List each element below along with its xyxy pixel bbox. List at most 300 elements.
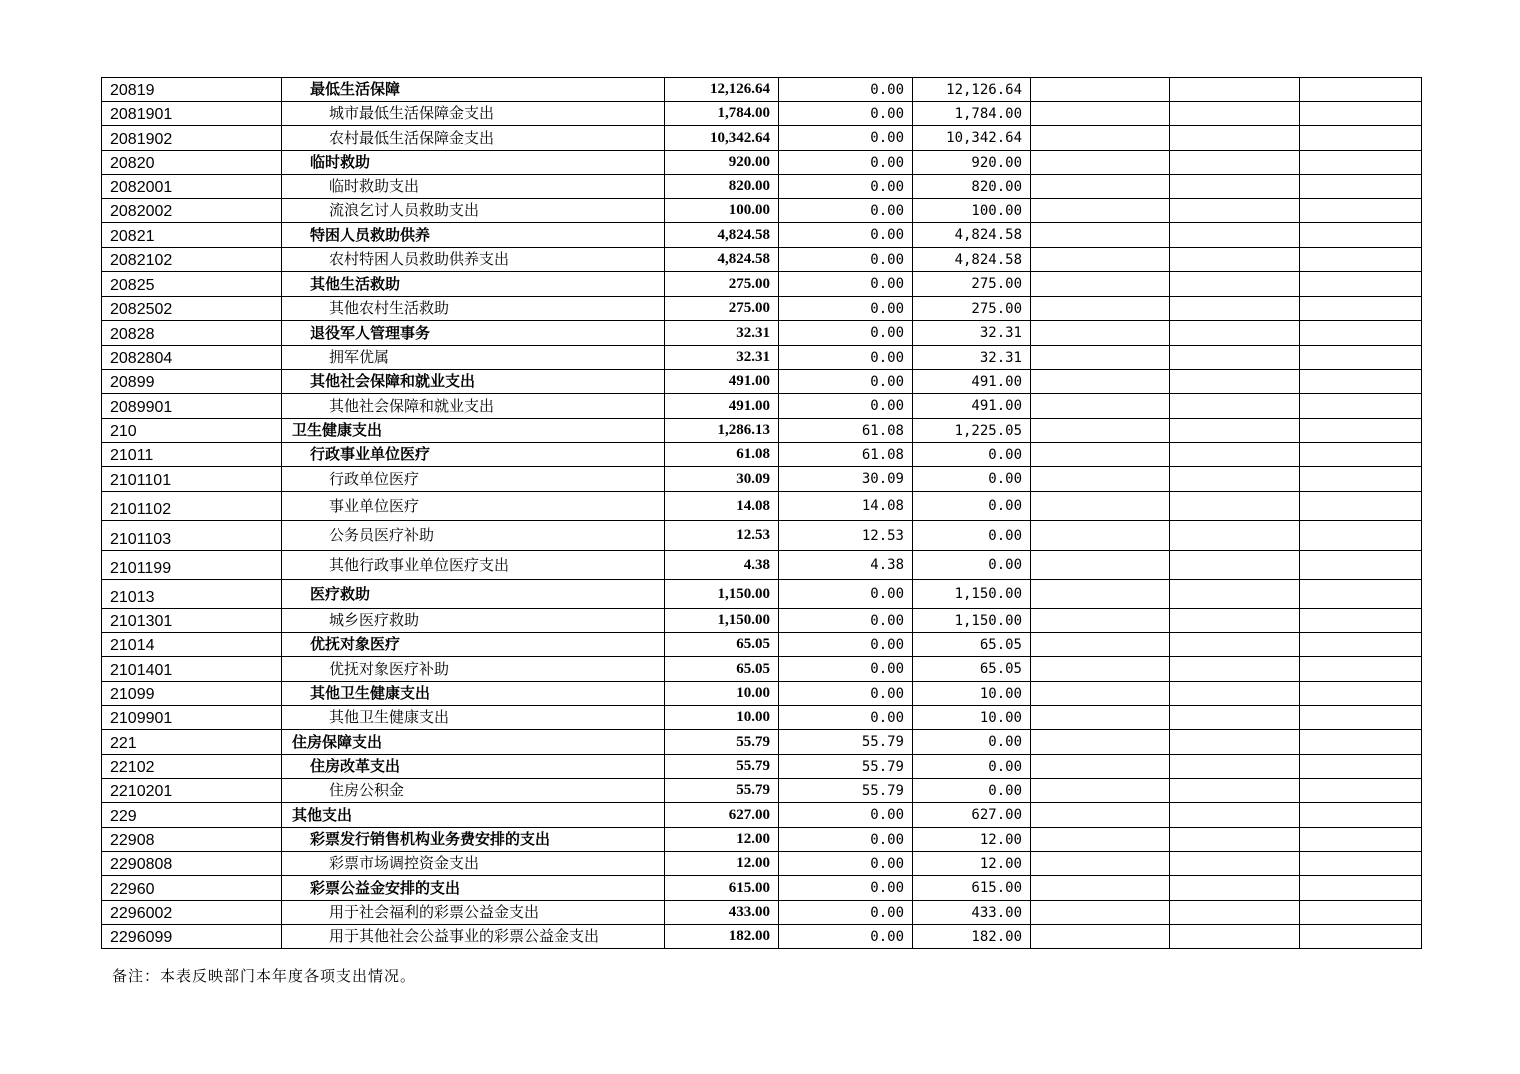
subject-code-cell: 2101101 <box>102 467 282 492</box>
total-amount-cell: 275.00 <box>665 297 779 321</box>
empty-cell <box>1300 682 1422 706</box>
total-amount-cell: 1,286.13 <box>665 419 779 443</box>
subject-name-cell: 行政事业单位医疗 <box>282 443 665 467</box>
table-row <box>102 175 1422 199</box>
subject-name-cell: 农村特困人员救助供养支出 <box>282 248 665 272</box>
table-row <box>102 633 1422 657</box>
subject-code-cell: 20899 <box>102 370 282 394</box>
empty-cell <box>1031 852 1170 876</box>
table-row <box>102 925 1422 949</box>
basic-expenditure-cell: 14.08 <box>779 492 913 521</box>
empty-cell <box>1170 551 1300 580</box>
empty-cell <box>1170 467 1300 492</box>
empty-cell <box>1031 828 1170 852</box>
basic-expenditure-cell: 0.00 <box>779 633 913 657</box>
total-amount-cell: 12.00 <box>665 852 779 876</box>
empty-cell <box>1170 151 1300 175</box>
subject-name-cell: 优抚对象医疗补助 <box>282 657 665 682</box>
empty-cell <box>1170 730 1300 755</box>
empty-cell <box>1170 443 1300 467</box>
empty-cell <box>1300 492 1422 521</box>
table-row <box>102 609 1422 633</box>
project-expenditure-cell: 100.00 <box>913 199 1031 223</box>
table-row <box>102 657 1422 682</box>
table-row <box>102 419 1422 443</box>
basic-expenditure-cell: 0.00 <box>779 78 913 102</box>
empty-cell <box>1170 609 1300 633</box>
total-amount-cell: 14.08 <box>665 492 779 521</box>
empty-cell <box>1031 78 1170 102</box>
total-amount-cell: 55.79 <box>665 755 779 779</box>
subject-code-cell: 2082102 <box>102 248 282 272</box>
subject-code-cell: 2101401 <box>102 657 282 682</box>
empty-cell <box>1170 657 1300 682</box>
total-amount-cell: 55.79 <box>665 730 779 755</box>
subject-name-cell: 其他社会保障和就业支出 <box>282 394 665 419</box>
basic-expenditure-cell: 0.00 <box>779 321 913 346</box>
empty-cell <box>1300 876 1422 901</box>
empty-cell <box>1031 779 1170 803</box>
basic-expenditure-cell: 0.00 <box>779 151 913 175</box>
empty-cell <box>1031 272 1170 297</box>
total-amount-cell: 10.00 <box>665 682 779 706</box>
total-amount-cell: 491.00 <box>665 370 779 394</box>
empty-cell <box>1300 297 1422 321</box>
subject-code-cell: 221 <box>102 730 282 755</box>
subject-name-cell: 其他支出 <box>282 803 665 828</box>
basic-expenditure-cell: 0.00 <box>779 175 913 199</box>
empty-cell <box>1031 151 1170 175</box>
empty-cell <box>1170 682 1300 706</box>
project-expenditure-cell: 0.00 <box>913 443 1031 467</box>
subject-name-cell: 彩票发行销售机构业务费安排的支出 <box>282 828 665 852</box>
empty-cell <box>1170 492 1300 521</box>
project-expenditure-cell: 491.00 <box>913 370 1031 394</box>
total-amount-cell: 4.38 <box>665 551 779 580</box>
empty-cell <box>1300 223 1422 248</box>
project-expenditure-cell: 65.05 <box>913 657 1031 682</box>
project-expenditure-cell: 491.00 <box>913 394 1031 419</box>
empty-cell <box>1300 657 1422 682</box>
subject-name-cell: 城乡医疗救助 <box>282 609 665 633</box>
project-expenditure-cell: 275.00 <box>913 297 1031 321</box>
project-expenditure-cell: 10,342.64 <box>913 126 1031 151</box>
empty-cell <box>1170 78 1300 102</box>
empty-cell <box>1031 925 1170 949</box>
subject-code-cell: 210 <box>102 419 282 443</box>
subject-name-cell: 城市最低生活保障金支出 <box>282 102 665 126</box>
subject-name-cell: 其他行政事业单位医疗支出 <box>282 551 665 580</box>
empty-cell <box>1031 102 1170 126</box>
empty-cell <box>1300 467 1422 492</box>
table-row <box>102 248 1422 272</box>
project-expenditure-cell: 4,824.58 <box>913 223 1031 248</box>
expenditure-table <box>101 77 1422 949</box>
empty-cell <box>1170 321 1300 346</box>
empty-cell <box>1031 580 1170 609</box>
project-expenditure-cell: 615.00 <box>913 876 1031 901</box>
basic-expenditure-cell: 55.79 <box>779 755 913 779</box>
empty-cell <box>1031 126 1170 151</box>
project-expenditure-cell: 0.00 <box>913 551 1031 580</box>
table-row <box>102 580 1422 609</box>
empty-cell <box>1300 852 1422 876</box>
project-expenditure-cell: 275.00 <box>913 272 1031 297</box>
empty-cell <box>1031 803 1170 828</box>
empty-cell <box>1031 199 1170 223</box>
empty-cell <box>1031 467 1170 492</box>
empty-cell <box>1170 419 1300 443</box>
empty-cell <box>1300 346 1422 370</box>
empty-cell <box>1031 609 1170 633</box>
total-amount-cell: 32.31 <box>665 321 779 346</box>
empty-cell <box>1170 828 1300 852</box>
empty-cell <box>1170 803 1300 828</box>
table-row <box>102 706 1422 730</box>
basic-expenditure-cell: 0.00 <box>779 852 913 876</box>
basic-expenditure-cell: 55.79 <box>779 730 913 755</box>
subject-code-cell: 2109901 <box>102 706 282 730</box>
basic-expenditure-cell: 0.00 <box>779 297 913 321</box>
table-row <box>102 755 1422 779</box>
empty-cell <box>1300 925 1422 949</box>
total-amount-cell: 820.00 <box>665 175 779 199</box>
total-amount-cell: 920.00 <box>665 151 779 175</box>
total-amount-cell: 10,342.64 <box>665 126 779 151</box>
subject-name-cell: 其他卫生健康支出 <box>282 682 665 706</box>
basic-expenditure-cell: 0.00 <box>779 102 913 126</box>
subject-name-cell: 事业单位医疗 <box>282 492 665 521</box>
empty-cell <box>1031 755 1170 779</box>
table-row <box>102 779 1422 803</box>
empty-cell <box>1300 633 1422 657</box>
project-expenditure-cell: 0.00 <box>913 521 1031 551</box>
table-row <box>102 467 1422 492</box>
project-expenditure-cell: 4,824.58 <box>913 248 1031 272</box>
subject-name-cell: 彩票市场调控资金支出 <box>282 852 665 876</box>
subject-name-cell: 其他生活救助 <box>282 272 665 297</box>
empty-cell <box>1031 370 1170 394</box>
basic-expenditure-cell: 0.00 <box>779 370 913 394</box>
project-expenditure-cell: 0.00 <box>913 779 1031 803</box>
empty-cell <box>1170 706 1300 730</box>
subject-name-cell: 临时救助支出 <box>282 175 665 199</box>
subject-name-cell: 优抚对象医疗 <box>282 633 665 657</box>
empty-cell <box>1170 248 1300 272</box>
project-expenditure-cell: 65.05 <box>913 633 1031 657</box>
project-expenditure-cell: 32.31 <box>913 346 1031 370</box>
subject-code-cell: 229 <box>102 803 282 828</box>
subject-code-cell: 20819 <box>102 78 282 102</box>
total-amount-cell: 4,824.58 <box>665 223 779 248</box>
empty-cell <box>1170 346 1300 370</box>
subject-name-cell: 卫生健康支出 <box>282 419 665 443</box>
empty-cell <box>1300 199 1422 223</box>
basic-expenditure-cell: 0.00 <box>779 925 913 949</box>
empty-cell <box>1031 682 1170 706</box>
basic-expenditure-cell: 0.00 <box>779 682 913 706</box>
empty-cell <box>1300 779 1422 803</box>
total-amount-cell: 1,784.00 <box>665 102 779 126</box>
table-row <box>102 901 1422 925</box>
empty-cell <box>1031 657 1170 682</box>
basic-expenditure-cell: 0.00 <box>779 803 913 828</box>
subject-name-cell: 用于其他社会公益事业的彩票公益金支出 <box>282 925 665 949</box>
project-expenditure-cell: 1,150.00 <box>913 580 1031 609</box>
subject-code-cell: 22960 <box>102 876 282 901</box>
total-amount-cell: 32.31 <box>665 346 779 370</box>
project-expenditure-cell: 12.00 <box>913 852 1031 876</box>
subject-code-cell: 2101199 <box>102 551 282 580</box>
empty-cell <box>1170 755 1300 779</box>
basic-expenditure-cell: 4.38 <box>779 551 913 580</box>
empty-cell <box>1170 126 1300 151</box>
total-amount-cell: 55.79 <box>665 779 779 803</box>
subject-code-cell: 2101102 <box>102 492 282 521</box>
total-amount-cell: 275.00 <box>665 272 779 297</box>
empty-cell <box>1300 580 1422 609</box>
project-expenditure-cell: 1,225.05 <box>913 419 1031 443</box>
empty-cell <box>1031 175 1170 199</box>
empty-cell <box>1170 297 1300 321</box>
basic-expenditure-cell: 0.00 <box>779 248 913 272</box>
subject-code-cell: 21013 <box>102 580 282 609</box>
table-row <box>102 852 1422 876</box>
empty-cell <box>1300 78 1422 102</box>
empty-cell <box>1170 223 1300 248</box>
empty-cell <box>1031 730 1170 755</box>
empty-cell <box>1170 199 1300 223</box>
empty-cell <box>1300 521 1422 551</box>
table-row <box>102 394 1422 419</box>
empty-cell <box>1031 346 1170 370</box>
empty-cell <box>1300 126 1422 151</box>
table-footnote: 备注：本表反映部门本年度各项支出情况。 <box>112 967 417 985</box>
subject-code-cell: 20825 <box>102 272 282 297</box>
table-row <box>102 151 1422 175</box>
basic-expenditure-cell: 0.00 <box>779 272 913 297</box>
total-amount-cell: 65.05 <box>665 633 779 657</box>
empty-cell <box>1300 321 1422 346</box>
empty-cell <box>1031 321 1170 346</box>
subject-name-cell: 拥军优属 <box>282 346 665 370</box>
subject-name-cell: 退役军人管理事务 <box>282 321 665 346</box>
subject-code-cell: 2101103 <box>102 521 282 551</box>
subject-name-cell: 最低生活保障 <box>282 78 665 102</box>
empty-cell <box>1031 223 1170 248</box>
empty-cell <box>1300 151 1422 175</box>
empty-cell <box>1170 521 1300 551</box>
empty-cell <box>1170 272 1300 297</box>
table-row <box>102 223 1422 248</box>
subject-name-cell: 农村最低生活保障金支出 <box>282 126 665 151</box>
subject-name-cell: 住房改革支出 <box>282 755 665 779</box>
empty-cell <box>1170 925 1300 949</box>
subject-name-cell: 其他卫生健康支出 <box>282 706 665 730</box>
subject-code-cell: 2290808 <box>102 852 282 876</box>
empty-cell <box>1300 175 1422 199</box>
basic-expenditure-cell: 55.79 <box>779 779 913 803</box>
empty-cell <box>1031 248 1170 272</box>
table-row <box>102 321 1422 346</box>
empty-cell <box>1300 102 1422 126</box>
subject-name-cell: 流浪乞讨人员救助支出 <box>282 199 665 223</box>
total-amount-cell: 4,824.58 <box>665 248 779 272</box>
total-amount-cell: 627.00 <box>665 803 779 828</box>
basic-expenditure-cell: 0.00 <box>779 876 913 901</box>
subject-name-cell: 其他农村生活救助 <box>282 297 665 321</box>
empty-cell <box>1300 551 1422 580</box>
subject-code-cell: 2210201 <box>102 779 282 803</box>
subject-code-cell: 2082804 <box>102 346 282 370</box>
basic-expenditure-cell: 0.00 <box>779 346 913 370</box>
table-row <box>102 803 1422 828</box>
subject-code-cell: 21011 <box>102 443 282 467</box>
empty-cell <box>1300 901 1422 925</box>
subject-name-cell: 其他社会保障和就业支出 <box>282 370 665 394</box>
table-row <box>102 297 1422 321</box>
basic-expenditure-cell: 61.08 <box>779 419 913 443</box>
basic-expenditure-cell: 0.00 <box>779 828 913 852</box>
subject-code-cell: 2101301 <box>102 609 282 633</box>
empty-cell <box>1300 609 1422 633</box>
total-amount-cell: 433.00 <box>665 901 779 925</box>
empty-cell <box>1170 175 1300 199</box>
table-row <box>102 521 1422 551</box>
basic-expenditure-cell: 0.00 <box>779 126 913 151</box>
empty-cell <box>1300 394 1422 419</box>
empty-cell <box>1300 272 1422 297</box>
subject-code-cell: 21014 <box>102 633 282 657</box>
total-amount-cell: 615.00 <box>665 876 779 901</box>
project-expenditure-cell: 10.00 <box>913 706 1031 730</box>
empty-cell <box>1300 828 1422 852</box>
empty-cell <box>1031 521 1170 551</box>
subject-code-cell: 21099 <box>102 682 282 706</box>
basic-expenditure-cell: 12.53 <box>779 521 913 551</box>
subject-code-cell: 2082002 <box>102 199 282 223</box>
project-expenditure-cell: 12,126.64 <box>913 78 1031 102</box>
total-amount-cell: 10.00 <box>665 706 779 730</box>
empty-cell <box>1300 248 1422 272</box>
empty-cell <box>1170 876 1300 901</box>
subject-name-cell: 临时救助 <box>282 151 665 175</box>
total-amount-cell: 65.05 <box>665 657 779 682</box>
subject-name-cell: 医疗救助 <box>282 580 665 609</box>
basic-expenditure-cell: 0.00 <box>779 657 913 682</box>
basic-expenditure-cell: 30.09 <box>779 467 913 492</box>
empty-cell <box>1031 876 1170 901</box>
total-amount-cell: 1,150.00 <box>665 580 779 609</box>
empty-cell <box>1031 492 1170 521</box>
project-expenditure-cell: 920.00 <box>913 151 1031 175</box>
basic-expenditure-cell: 0.00 <box>779 580 913 609</box>
empty-cell <box>1170 852 1300 876</box>
empty-cell <box>1300 443 1422 467</box>
project-expenditure-cell: 820.00 <box>913 175 1031 199</box>
project-expenditure-cell: 1,150.00 <box>913 609 1031 633</box>
table-row <box>102 78 1422 102</box>
total-amount-cell: 100.00 <box>665 199 779 223</box>
subject-name-cell: 行政单位医疗 <box>282 467 665 492</box>
subject-code-cell: 20820 <box>102 151 282 175</box>
table-row <box>102 102 1422 126</box>
table-row <box>102 682 1422 706</box>
empty-cell <box>1300 803 1422 828</box>
subject-name-cell: 用于社会福利的彩票公益金支出 <box>282 901 665 925</box>
empty-cell <box>1031 706 1170 730</box>
empty-cell <box>1031 901 1170 925</box>
empty-cell <box>1031 394 1170 419</box>
empty-cell <box>1300 730 1422 755</box>
empty-cell <box>1031 551 1170 580</box>
total-amount-cell: 12.00 <box>665 828 779 852</box>
table-row <box>102 730 1422 755</box>
subject-code-cell: 22102 <box>102 755 282 779</box>
total-amount-cell: 182.00 <box>665 925 779 949</box>
basic-expenditure-cell: 0.00 <box>779 223 913 248</box>
table-row <box>102 199 1422 223</box>
project-expenditure-cell: 12.00 <box>913 828 1031 852</box>
empty-cell <box>1170 394 1300 419</box>
table-row <box>102 370 1422 394</box>
empty-cell <box>1170 901 1300 925</box>
project-expenditure-cell: 0.00 <box>913 755 1031 779</box>
empty-cell <box>1300 706 1422 730</box>
empty-cell <box>1170 633 1300 657</box>
total-amount-cell: 1,150.00 <box>665 609 779 633</box>
subject-code-cell: 20828 <box>102 321 282 346</box>
total-amount-cell: 491.00 <box>665 394 779 419</box>
basic-expenditure-cell: 0.00 <box>779 706 913 730</box>
subject-code-cell: 2081901 <box>102 102 282 126</box>
subject-name-cell: 公务员医疗补助 <box>282 521 665 551</box>
empty-cell <box>1170 779 1300 803</box>
basic-expenditure-cell: 61.08 <box>779 443 913 467</box>
table-row <box>102 492 1422 521</box>
total-amount-cell: 12.53 <box>665 521 779 551</box>
empty-cell <box>1170 370 1300 394</box>
project-expenditure-cell: 32.31 <box>913 321 1031 346</box>
total-amount-cell: 30.09 <box>665 467 779 492</box>
empty-cell <box>1170 102 1300 126</box>
subject-name-cell: 彩票公益金安排的支出 <box>282 876 665 901</box>
empty-cell <box>1170 580 1300 609</box>
project-expenditure-cell: 627.00 <box>913 803 1031 828</box>
empty-cell <box>1300 419 1422 443</box>
project-expenditure-cell: 0.00 <box>913 730 1031 755</box>
subject-name-cell: 住房保障支出 <box>282 730 665 755</box>
project-expenditure-cell: 0.00 <box>913 492 1031 521</box>
empty-cell <box>1031 419 1170 443</box>
project-expenditure-cell: 433.00 <box>913 901 1031 925</box>
empty-cell <box>1300 755 1422 779</box>
basic-expenditure-cell: 0.00 <box>779 199 913 223</box>
subject-code-cell: 2296002 <box>102 901 282 925</box>
project-expenditure-cell: 1,784.00 <box>913 102 1031 126</box>
table-row <box>102 126 1422 151</box>
basic-expenditure-cell: 0.00 <box>779 901 913 925</box>
empty-cell <box>1031 633 1170 657</box>
table-row <box>102 551 1422 580</box>
subject-code-cell: 2081902 <box>102 126 282 151</box>
subject-code-cell: 2296099 <box>102 925 282 949</box>
table-row <box>102 272 1422 297</box>
subject-name-cell: 特困人员救助供养 <box>282 223 665 248</box>
total-amount-cell: 61.08 <box>665 443 779 467</box>
project-expenditure-cell: 0.00 <box>913 467 1031 492</box>
table-row <box>102 443 1422 467</box>
